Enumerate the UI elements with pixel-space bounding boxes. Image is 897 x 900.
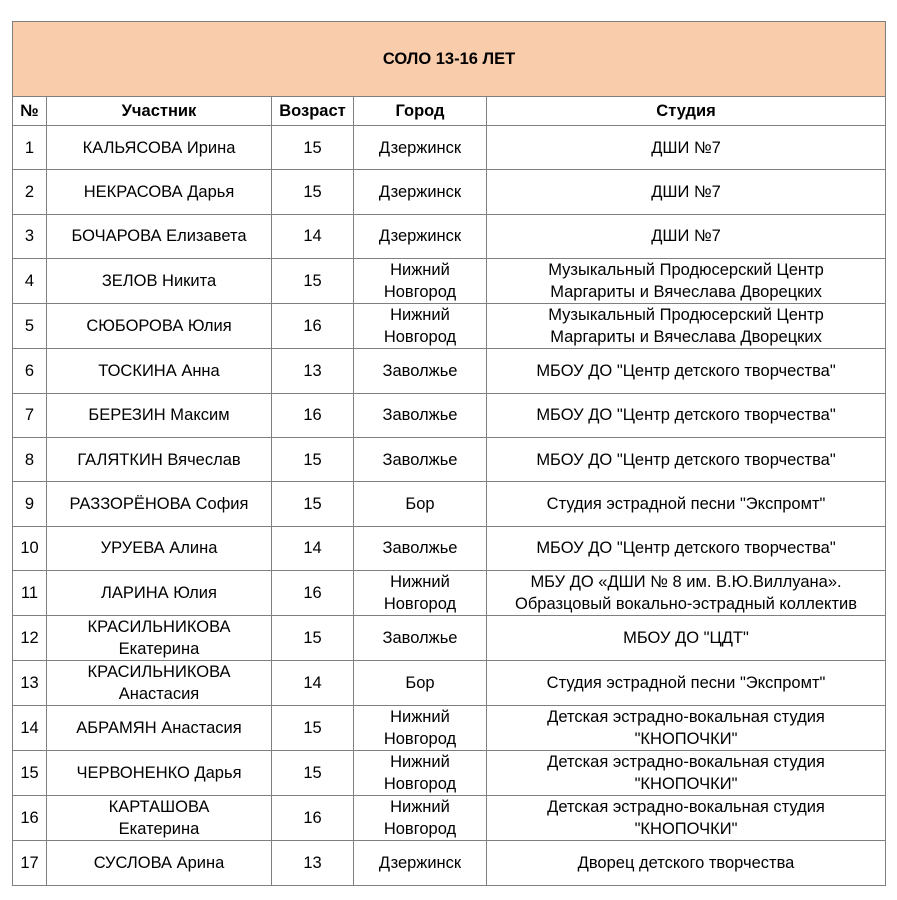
cell-number: 15 [13, 751, 47, 796]
cell-city: Нижний Новгород [354, 796, 487, 841]
cell-age: 13 [272, 349, 354, 393]
table-row [13, 616, 886, 661]
table-row [13, 571, 886, 616]
cell-number: 7 [13, 393, 47, 437]
cell-city: Заволжье [354, 526, 487, 570]
cell-studio: МБОУ ДО "Центр детского творчества" [487, 349, 886, 393]
cell-number: 12 [13, 616, 47, 661]
table-row [13, 841, 886, 885]
cell-age: 14 [272, 661, 354, 706]
cell-number: 14 [13, 706, 47, 751]
cell-city: Заволжье [354, 616, 487, 661]
cell-age: 16 [272, 304, 354, 349]
cell-participant: ЗЕЛОВ Никита [47, 259, 272, 304]
table-row [13, 706, 886, 751]
cell-age: 16 [272, 796, 354, 841]
table-row [13, 526, 886, 570]
cell-participant: НЕКРАСОВА Дарья [47, 170, 272, 214]
cell-studio: МБОУ ДО "Центр детского творчества" [487, 393, 886, 437]
cell-studio: Студия эстрадной песни "Экспромт" [487, 661, 886, 706]
table-row [13, 214, 886, 258]
cell-age: 15 [272, 616, 354, 661]
cell-participant: ЛАРИНА Юлия [47, 571, 272, 616]
table-body [13, 22, 886, 886]
cell-city: Бор [354, 661, 487, 706]
cell-city: Дзержинск [354, 841, 487, 885]
cell-age: 13 [272, 841, 354, 885]
header-studio: Студия [487, 97, 886, 126]
cell-age: 15 [272, 170, 354, 214]
table-row [13, 393, 886, 437]
participants-table [12, 21, 886, 886]
cell-number: 5 [13, 304, 47, 349]
table-row [13, 304, 886, 349]
cell-age: 15 [272, 259, 354, 304]
cell-age: 14 [272, 214, 354, 258]
cell-participant: КАЛЬЯСОВА Ирина [47, 126, 272, 170]
cell-number: 8 [13, 437, 47, 481]
cell-studio: Дворец детского творчества [487, 841, 886, 885]
cell-studio: МБОУ ДО "ЦДТ" [487, 616, 886, 661]
table-row [13, 437, 886, 481]
cell-number: 16 [13, 796, 47, 841]
header-row [13, 97, 886, 126]
header-number: № [13, 97, 47, 126]
table-row [13, 796, 886, 841]
cell-studio: Музыкальный Продюсерский Центр Маргариты и Вячеслава Дворецких [487, 259, 886, 304]
table-row [13, 349, 886, 393]
cell-age: 16 [272, 571, 354, 616]
cell-studio: МБОУ ДО "Центр детского творчества" [487, 526, 886, 570]
cell-age: 15 [272, 126, 354, 170]
cell-studio: Детская эстрадно-вокальная студия "КНОПОЧКИ" [487, 706, 886, 751]
cell-participant: КРАСИЛЬНИКОВА Екатерина [47, 616, 272, 661]
cell-city: Нижний Новгород [354, 571, 487, 616]
cell-age: 15 [272, 706, 354, 751]
cell-participant: АБРАМЯН Анастасия [47, 706, 272, 751]
cell-age: 15 [272, 751, 354, 796]
cell-studio: Детская эстрадно-вокальная студия "КНОПОЧКИ" [487, 796, 886, 841]
cell-number: 6 [13, 349, 47, 393]
cell-studio: Детская эстрадно-вокальная студия "КНОПОЧКИ" [487, 751, 886, 796]
cell-city: Нижний Новгород [354, 751, 487, 796]
table-row [13, 482, 886, 526]
cell-city: Заволжье [354, 349, 487, 393]
cell-number: 11 [13, 571, 47, 616]
cell-number: 9 [13, 482, 47, 526]
cell-studio: МБОУ ДО "Центр детского творчества" [487, 437, 886, 481]
table-title: СОЛО 13-16 ЛЕТ [13, 22, 886, 97]
cell-city: Нижний Новгород [354, 259, 487, 304]
cell-participant: УРУЕВА Алина [47, 526, 272, 570]
cell-age: 15 [272, 482, 354, 526]
cell-participant: БОЧАРОВА Елизавета [47, 214, 272, 258]
cell-city: Нижний Новгород [354, 706, 487, 751]
cell-studio: ДШИ №7 [487, 126, 886, 170]
cell-participant: ТОСКИНА Анна [47, 349, 272, 393]
table-row [13, 259, 886, 304]
cell-participant: ЧЕРВОНЕНКО Дарья [47, 751, 272, 796]
cell-participant: КАРТАШОВА Екатерина [47, 796, 272, 841]
cell-participant: БЕРЕЗИН Максим [47, 393, 272, 437]
cell-age: 14 [272, 526, 354, 570]
cell-city: Дзержинск [354, 126, 487, 170]
header-city: Город [354, 97, 487, 126]
table-row [13, 126, 886, 170]
table-row [13, 751, 886, 796]
cell-participant: ГАЛЯТКИН Вячеслав [47, 437, 272, 481]
cell-city: Заволжье [354, 437, 487, 481]
cell-city: Бор [354, 482, 487, 526]
cell-participant: СЮБОРОВА Юлия [47, 304, 272, 349]
cell-number: 4 [13, 259, 47, 304]
cell-number: 13 [13, 661, 47, 706]
cell-number: 10 [13, 526, 47, 570]
title-row [13, 22, 886, 97]
cell-studio: Студия эстрадной песни "Экспромт" [487, 482, 886, 526]
cell-age: 16 [272, 393, 354, 437]
cell-studio: Музыкальный Продюсерский Центр Маргариты и Вячеслава Дворецких [487, 304, 886, 349]
header-age: Возраст [272, 97, 354, 126]
cell-city: Заволжье [354, 393, 487, 437]
cell-city: Нижний Новгород [354, 304, 487, 349]
header-participant: Участник [47, 97, 272, 126]
cell-number: 2 [13, 170, 47, 214]
cell-number: 3 [13, 214, 47, 258]
cell-participant: РАЗЗОРЁНОВА София [47, 482, 272, 526]
cell-city: Дзержинск [354, 214, 487, 258]
table-row [13, 170, 886, 214]
cell-age: 15 [272, 437, 354, 481]
table-row [13, 661, 886, 706]
cell-studio: ДШИ №7 [487, 170, 886, 214]
cell-studio: МБУ ДО «ДШИ № 8 им. В.Ю.Виллуана». Образцовый вокально-эстрадный коллектив [487, 571, 886, 616]
cell-participant: СУСЛОВА Арина [47, 841, 272, 885]
cell-participant: КРАСИЛЬНИКОВА Анастасия [47, 661, 272, 706]
cell-studio: ДШИ №7 [487, 214, 886, 258]
cell-number: 1 [13, 126, 47, 170]
cell-number: 17 [13, 841, 47, 885]
cell-city: Дзержинск [354, 170, 487, 214]
